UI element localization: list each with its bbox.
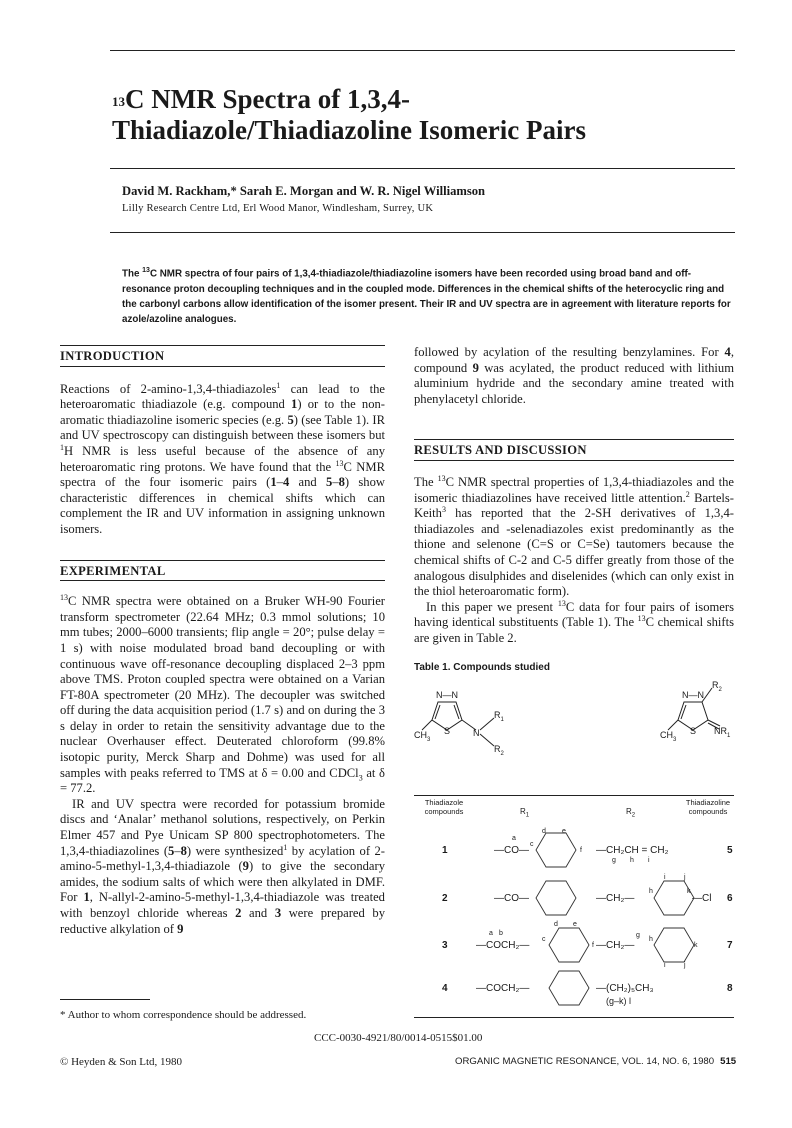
letter-r2-row1-h: h — [630, 857, 634, 864]
right-r2-label: $R_2$ — [712, 680, 722, 693]
results-heading: RESULTS AND DISCUSSION — [414, 443, 734, 461]
experimental-heading: EXPERIMENTAL — [60, 564, 385, 582]
letter-r2-row3-k: k — [694, 942, 698, 949]
left-double-bond-2 — [454, 705, 459, 719]
table-1-title: Table 1. Compounds studied — [414, 662, 550, 673]
results-heading-box — [414, 439, 734, 461]
benzene-ring-row2-r2 — [654, 881, 694, 915]
letter-r2-row3-i: i — [664, 962, 666, 969]
letter-r2-row1-i: i — [648, 857, 650, 864]
affiliation: Lilly Research Centre Ltd, Erl Wood Manor, Windlesham, Surrey, UK — [122, 203, 434, 214]
authors: David M. Rackham,* Sarah E. Morgan and W. R. Nigel Williamson — [122, 184, 486, 198]
journal-name: ORGANIC MAGNETIC RESONANCE, VOL. 14, NO. 6, 1980 — [455, 1056, 715, 1067]
letter-r1-row3-d: d — [554, 921, 558, 928]
left-double-bond-1 — [435, 705, 440, 719]
letter-r1-row1-d: d — [542, 828, 546, 835]
top-rule — [110, 50, 735, 51]
exp-paragraph-2: IR and UV spectra were recorded for potassium bromide discs and ‘Analar’ methanol solutions, respectively, on Perkin Elmer 457 and Pye Unicam SP 800 spectrophotometers. The 1,3,4-thiadiazolines (5–8) were synthesized$^1$ by acylation of 2-amino-5-methyl-1,3,4-thiadiazole (9) to give the secondary amides, the sodium salts of which were then alkylated in DMF. For 1, N-allyl-2-amino-5-methyl-1,3,4-thiadiazole was treated with benzoyl chloride whereas 2 and 3 were prepared by reductive alkylation of 9 — [60, 796, 386, 936]
r2-column-header: $R_2$ — [626, 807, 636, 819]
left-column — [60, 345, 385, 937]
letter-r2-row3-g: g — [636, 932, 640, 939]
benzene-ring-row4-r1 — [549, 971, 589, 1005]
row-1-left-number: 1 — [442, 845, 448, 856]
title-rule — [110, 168, 735, 169]
left-r1-bond — [480, 718, 494, 730]
row-2-r2: —CH₂— — [596, 893, 635, 904]
page-number: 515 — [720, 1056, 737, 1067]
letter-r2-row2-h: h — [649, 888, 653, 895]
results-paragraph-2: In this paper we present $^{13}$C data for four pairs of isomers having identical substituents (Table 1). The $^{13}$C chemical shifts are given in Table 2. — [414, 598, 735, 645]
right-s-label: S — [690, 726, 697, 736]
right-continuation-paragraph: followed by acylation of the resulting benzylamines. For 4, compound 9 was acylated, the product reduced with lithium aluminium hydride and the secondary amine treated with phenylacetyl chloride. — [414, 345, 734, 406]
row-1-r1: —CO— — [494, 845, 529, 856]
left-r1-label: $R_1$ — [494, 710, 504, 723]
letter-r1-row3-e: e — [573, 921, 577, 928]
letter-r1-row1-c: c — [530, 841, 534, 848]
left-n-label: N — [473, 728, 480, 738]
letter-r1-row1-a: a — [512, 835, 516, 842]
table-header-rule — [414, 795, 734, 796]
left-s-label: S — [444, 726, 451, 736]
abstract: The $^{13}$C NMR spectra of four pairs of 1,3,4-thiadiazole/thiadiazoline isomers have been recorded using broad band and off-resonance proton decoupling techniques and in the coupled mode. Differences in the chemical shifts of the heterocyclic ring and the carbonyl carbons allow identification of the isomer present. Their IR and UV spectra are in agreement with literature reports for azole/azoline analogues. — [122, 267, 731, 326]
footnote: * Author to whom correspondence should be addressed. — [60, 1009, 307, 1021]
thiadiazole-column-header: Thiadiazole compounds — [424, 798, 464, 816]
results-paragraph-1: The $^{13}$C NMR spectral properties of 1,3,4-thiadiazoles and the isomeric thiadiazolines have received little attention.$^2$ Bartels-Keith$^3$ has reported that the 2-SH derivatives of 1,3,4-thiadiazoles and -selenadiazoles exist predominantly as the thione and selenone (C=S or C=Se) tautomers because the chemical shifts of C-2 and C-5 differ greatly from those of the analogous disulphides and diselenides (which can only exist in the thiol heteroaromatic form). — [414, 473, 734, 599]
right-ch3-label: $CH_3$ — [660, 730, 677, 743]
row-3-r1: —COCH₂— — [476, 940, 530, 951]
intro-heading-box — [60, 345, 385, 367]
row-3-r2: —CH₂— — [596, 940, 635, 951]
letter-r1-row3-f: f — [592, 942, 594, 949]
exp-heading-box — [60, 560, 385, 582]
letter-r1-row1-e: e — [562, 828, 566, 835]
benzene-ring-row3-r1 — [549, 928, 589, 962]
row-4-r1: —COCH₂— — [476, 983, 530, 994]
left-ch3-bond — [422, 720, 432, 730]
letter-r1-row3-a: a — [489, 930, 493, 937]
row-2-r1: —CO— — [494, 893, 529, 904]
letter-r2-row2-j: j — [684, 874, 686, 881]
letter-r2-row3-h: h — [649, 936, 653, 943]
left-r2-bond — [480, 734, 494, 746]
table-benzene-rings — [414, 820, 734, 1020]
author-rule — [110, 232, 735, 233]
intro-heading: INTRODUCTION — [60, 349, 385, 367]
right-double-bond — [681, 705, 686, 719]
row-2-r2-tail: —Cl — [692, 893, 712, 904]
right-nr1-label: $NR_1$ — [714, 726, 731, 739]
article-code: CCC-0030-4921/80/0014-0515$01.00 — [314, 1032, 483, 1044]
right-nn-label: N—N — [682, 690, 704, 700]
row-4-r2: —(CH₂)₅CH₃ — [596, 983, 654, 994]
row-3-left-number: 3 — [442, 940, 448, 951]
row-4-right-number: 8 — [727, 983, 733, 994]
thiadiazoline-column-header: Thiadiazoline compounds — [685, 798, 731, 816]
benzene-ring-row2-r1 — [536, 881, 576, 915]
table-bottom-rule — [414, 1017, 734, 1018]
journal-footer — [455, 1056, 736, 1067]
letter-r2-row3-j: j — [684, 962, 686, 969]
row-1-right-number: 5 — [727, 845, 733, 856]
page-title: $^{13}$C NMR Spectra of 1,3,4- Thiadiazole/Thiadiazoline Isomeric Pairs — [112, 84, 586, 145]
row-1-r2: —CH₂CH = CH₂ — [596, 845, 669, 856]
left-r2-label: $R_2$ — [494, 744, 504, 757]
letter-r2-row2-k: k — [687, 888, 691, 895]
row-3-right-number: 7 — [727, 940, 733, 951]
left-ch3-label: $CH_3$ — [414, 730, 431, 743]
letter-r1-row3-c: c — [542, 936, 546, 943]
copyright: © Heyden & Son Ltd, 1980 — [60, 1056, 183, 1068]
row-4-r2-note: (g–k) l — [606, 996, 632, 1006]
row-2-left-number: 2 — [442, 893, 448, 904]
intro-paragraph: Reactions of 2-amino-1,3,4-thiadiazoles$^1$ can lead to the heteroaromatic thiadiazole (e.g. compound 1) or to the non-aromatic thiadiazoline isomeric species (e.g. 5) (see Table 1). IR and UV spectroscopy can distinguish between these isomers but $^1$H NMR is less useful because of the absence of any heteroaromatic ring protons. We have found that the $^{13}$C NMR spectra of the four isomeric pairs (1–4 and 5–8) show characteristic differences in chemical shifts which can complement the IR and UV information in assigning unknown isomers. — [60, 380, 386, 536]
benzene-ring-row1-r1 — [536, 833, 576, 867]
letter-r1-row3-b: b — [499, 930, 503, 937]
r1-column-header: $R_1$ — [520, 807, 530, 819]
benzene-ring-row3-r2 — [654, 928, 694, 962]
right-ch3-bond — [668, 720, 678, 730]
letter-r2-row1-g: g — [612, 857, 616, 864]
row-2-right-number: 6 — [727, 893, 733, 904]
right-column — [414, 345, 734, 647]
letter-r1-row1-f: f — [580, 847, 582, 854]
left-nn-label: N—N — [436, 690, 458, 700]
exp-paragraph-1: $^{13}$C NMR spectra were obtained on a Bruker WH-90 Fourier transform spectrometer (22.64 MHz; 0.3 mmol solutions; 10 mm tubes; 2000–6000 transients; flip angle = 20°; pulse delay = 1 s) with noise modulated broad band decoupling or with continuous wave off-resonance decoupling displaced 2–3 ppm above TMS. Proton coupled spectra were obtained on a Varian FT-80A spectrometer (20 MHz). The decoupler was switched off during the data acquisition period (1.7 s) and on during the 3 s delay in order to retain the sensitivity advantage due to the nuclear Overhauser effect. Deuterated chloroform (99.8% isotopic purity, Merck Sharp and Dohme) was used for all samples with peaks referred to TMS at δ = 0.00 and CDCl$_3$ at δ = 77.2. — [60, 592, 385, 796]
letter-r2-row2-i: i — [664, 874, 666, 881]
row-4-left-number: 4 — [442, 983, 448, 994]
footnote-rule — [60, 999, 150, 1000]
